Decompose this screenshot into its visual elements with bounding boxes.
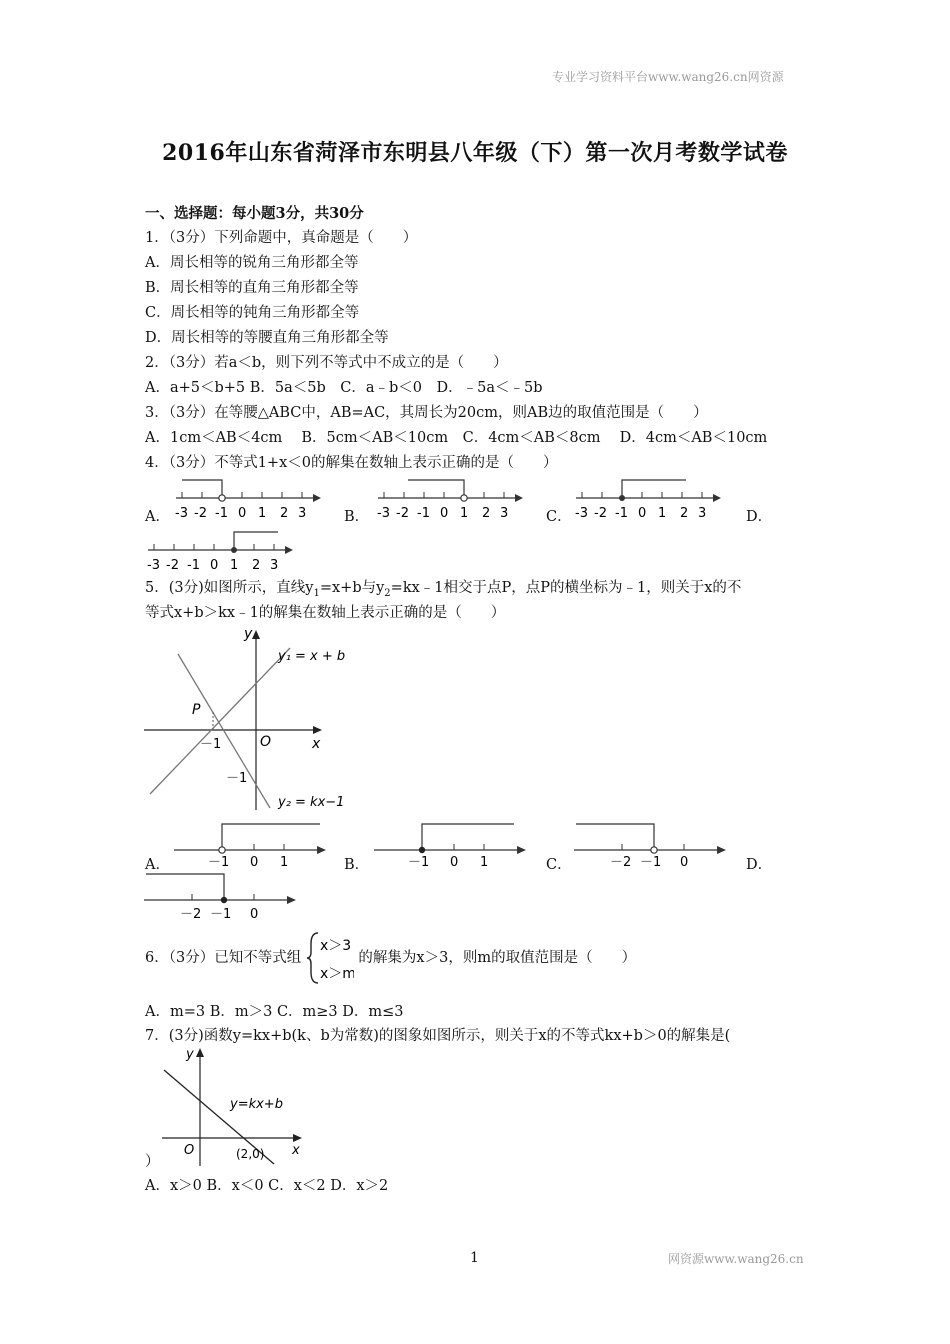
q5-numberline-c: [570, 818, 730, 868]
page-number: 1: [470, 1250, 479, 1266]
tick-label: 0: [680, 855, 689, 868]
q5-sub: 1: [313, 587, 320, 599]
q3-stem: 3．（3分）在等腰△ABC中，AB=AC，其周长为20cm，则AB边的取值范围是（ ）: [145, 405, 708, 421]
q1-option-d: D．周长相等的等腰直角三角形都全等: [145, 330, 389, 346]
q1-stem: 1．（3分）下列命题中，真命题是（ ）: [145, 230, 418, 246]
q4-label-b: B．: [344, 509, 370, 525]
q5-label-c: C．: [546, 857, 572, 873]
line-y1: [150, 648, 290, 794]
point-label: (2,0): [236, 1147, 265, 1161]
q6-stem: [145, 930, 636, 986]
q2-options: A．a+5＜b+5 B．5a＜5b C．a﹣b＜0 D．﹣5a＜﹣5b: [145, 380, 543, 396]
tick-label: 0: [440, 506, 449, 521]
tick-label: 3: [500, 506, 509, 521]
tick-label: 2: [680, 506, 689, 521]
x-axis-label: x: [312, 736, 321, 752]
q1-option-c: C．周长相等的钝角三角形都全等: [145, 305, 360, 321]
origin-label: O: [260, 734, 272, 750]
page-title: 2016年山东省菏泽市东明县八年级（下）第一次月考数学试卷: [162, 140, 788, 166]
tick-label: -2: [594, 506, 607, 521]
line-y2-label: y₂ = kx−1: [278, 795, 345, 810]
tick-label: 0: [250, 855, 259, 868]
tick-label: -1: [215, 506, 228, 521]
tick-label: -3: [175, 506, 188, 521]
q5-stem-part: =x+b与y: [319, 580, 385, 596]
tick-label: 1: [480, 855, 489, 868]
tick-label: 1: [258, 506, 267, 521]
tick-label: -1: [417, 506, 430, 521]
tick-label: -1: [615, 506, 628, 521]
tick-x-neg1: －1: [200, 737, 222, 752]
tick-label: -1: [187, 558, 200, 573]
tick-label: 0: [638, 506, 647, 521]
q5-numberline-a: [170, 818, 330, 868]
q7-close-paren: ）: [145, 1154, 160, 1170]
section-heading: 一、选择题：每小题3分，共30分: [145, 205, 364, 222]
footer-watermark: 网资源www.wang26.cn: [668, 1252, 804, 1266]
q6-system-svg: [306, 930, 354, 986]
q5-stem-part: =kx﹣1相交于点P，点P的横坐标为﹣1，则关于x的不: [390, 580, 742, 596]
line-label: y=kx+b: [230, 1097, 283, 1112]
tick-label: 0: [450, 855, 459, 868]
tick-label: 2: [482, 506, 491, 521]
tick-label: 2: [280, 506, 289, 521]
tick-label: 3: [270, 558, 279, 573]
tick-label: －1: [210, 907, 232, 920]
tick-label: 1: [460, 506, 469, 521]
tick-label: 2: [252, 558, 261, 573]
tick-label: －2: [610, 855, 632, 868]
q4-numberline-d: [138, 524, 298, 576]
q5-label-d: D．: [746, 857, 773, 873]
q7-options: A．x＞0 B．x＜0 C．x＜2 D．x＞2: [145, 1178, 389, 1194]
tick-label: 0: [250, 907, 259, 920]
point-p-label: P: [192, 702, 201, 718]
q7-stem: 7．(3分)函数y=kx+b(k、b为常数)的图象如图所示，则关于x的不等式kx+b＞0的解集是(: [145, 1028, 731, 1044]
tick-label: 1: [658, 506, 667, 521]
x-axis-label: x: [292, 1143, 300, 1158]
q4-numberline-b: [368, 472, 528, 524]
tick-label: -2: [396, 506, 409, 521]
q5-stem-part: 5．(3分)如图所示，直线y: [145, 580, 314, 596]
tick-label: -3: [575, 506, 588, 521]
tick-label: -2: [194, 506, 207, 521]
q5-graph: [140, 622, 370, 818]
q6-system-bottom: x＞m: [319, 966, 354, 982]
tick-label: －1: [208, 855, 230, 868]
tick-y-neg1: －1: [226, 771, 248, 786]
q6-stem-pre: 6．（3分）已知不等式组: [145, 949, 302, 966]
tick-label: －2: [180, 907, 202, 920]
q4-stem: 4．（3分）不等式1+x＜0的解集在数轴上表示正确的是（ ）: [145, 455, 558, 471]
q1-option-b: B．周长相等的直角三角形都全等: [145, 280, 359, 296]
origin-label: O: [184, 1143, 195, 1158]
tick-label: 0: [238, 506, 247, 521]
q2-stem: 2．（3分）若a＜b，则下列不等式中不成立的是（ ）: [145, 355, 508, 371]
tick-label: -3: [377, 506, 390, 521]
q5-numberline-b: [370, 818, 530, 868]
header-watermark: 专业学习资料平台www.wang26.cn网资源: [552, 70, 784, 84]
q3-options: A．1cm＜AB＜4cm B．5cm＜AB＜10cm C．4cm＜AB＜8cm D．4cm＜AB＜10cm: [145, 430, 768, 446]
q1-option-a: A．周长相等的锐角三角形都全等: [145, 255, 359, 271]
line-y1-label: y₁ = x + b: [278, 649, 346, 664]
q5-label-a: A．: [145, 857, 170, 873]
q4-label-d: D．: [746, 509, 773, 525]
q4-numberline-c: [566, 472, 726, 524]
q6-stem-post: 的解集为x＞3，则m的取值范围是（ ）: [358, 949, 637, 966]
tick-label: －1: [408, 855, 430, 868]
y-axis-label: y: [244, 626, 253, 642]
q6-options: A．m=3 B．m＞3 C．m≥3 D．m≤3: [145, 1004, 404, 1020]
tick-label: -2: [166, 558, 179, 573]
brace-icon: [307, 933, 318, 983]
q5-label-b: B．: [344, 857, 370, 873]
q4-label-c: C．: [546, 509, 572, 525]
y-axis-label: y: [186, 1047, 194, 1062]
q5-stem-line2: 等式x+b＞kx﹣1的解集在数轴上表示正确的是（ ）: [145, 605, 506, 621]
q5-sub: 2: [384, 587, 391, 599]
q6-system-top: x＞3: [319, 938, 352, 954]
q6-inequality-system: [306, 930, 354, 986]
tick-label: 1: [230, 558, 239, 573]
tick-label: －1: [640, 855, 662, 868]
tick-label: 3: [298, 506, 307, 521]
q5-stem: [145, 576, 741, 599]
tick-label: -3: [147, 558, 160, 573]
q5-numberline-d: [142, 868, 302, 920]
q4-numberline-a: [166, 472, 326, 524]
q4-label-a: A．: [145, 509, 170, 525]
tick-label: 3: [698, 506, 707, 521]
tick-label: 0: [210, 558, 219, 573]
tick-label: 1: [280, 855, 289, 868]
q7-graph: [156, 1042, 316, 1172]
